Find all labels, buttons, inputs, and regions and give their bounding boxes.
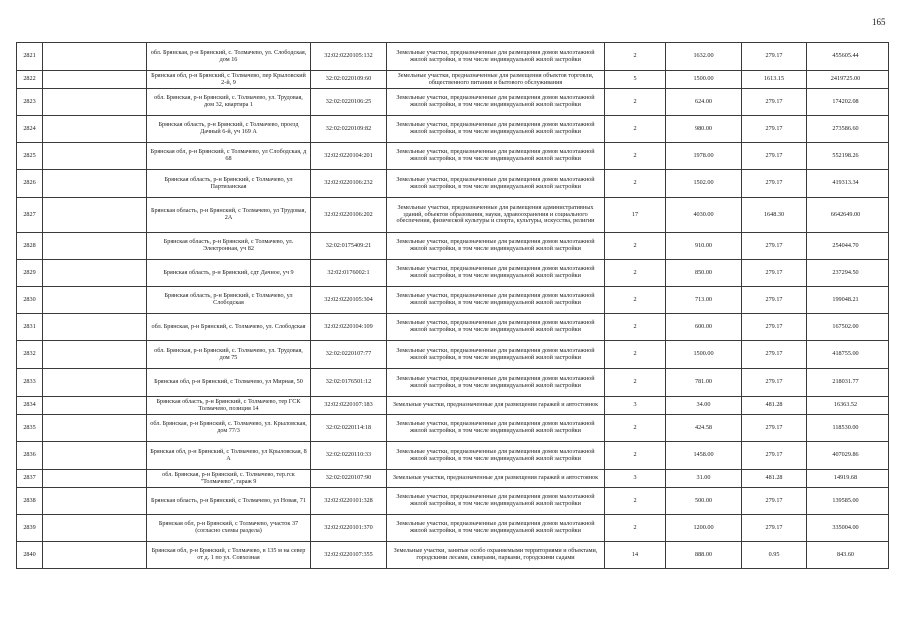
land-use-cell: Земельные участки, предназначенные для размещения домов малоэтажной жилой застройки, в том числе индивидуальной жилой застройки: [387, 442, 605, 470]
specific-value-cell: 279.17: [742, 233, 807, 260]
blank-cell: [43, 116, 147, 143]
address-cell: обл. Брянская, р-н Брянский, с. Толмачево, ул. Трудовая, дом 75: [147, 341, 311, 369]
blank-cell: [43, 170, 147, 198]
cadastral-value-table: [16, 42, 889, 569]
blank-cell: [43, 397, 147, 415]
table-row: [17, 488, 889, 515]
row-number: 2829: [17, 260, 43, 287]
specific-value-cell: 279.17: [742, 442, 807, 470]
cadastral-value-cell: 16363.52: [807, 397, 889, 415]
specific-value-cell: 279.17: [742, 43, 807, 71]
table-row: [17, 341, 889, 369]
land-use-cell: Земельные участки, предназначенные для размещения домов малоэтажной жилой застройки, в том числе индивидуальной жилой застройки: [387, 170, 605, 198]
area-cell: 1200.00: [666, 515, 742, 542]
cadastral-number-cell: 32:02:0220114:18: [311, 415, 387, 442]
row-number: 2830: [17, 287, 43, 314]
cadastral-number-cell: 32:02:0220105:304: [311, 287, 387, 314]
cadastral-number-cell: 32:02:0220109:82: [311, 116, 387, 143]
table-row: [17, 397, 889, 415]
blank-cell: [43, 369, 147, 397]
blank-cell: [43, 89, 147, 116]
table-row: [17, 515, 889, 542]
address-cell: Брянская обл, р-н Брянский, с Толмачево, ул Мирная, 50: [147, 369, 311, 397]
row-number: 2833: [17, 369, 43, 397]
area-cell: 713.00: [666, 287, 742, 314]
table-body: [17, 43, 889, 569]
land-use-cell: Земельные участки, предназначенные для размещения домов малоэтажной жилой застройки, в том числе индивидуальной жилой застройки: [387, 341, 605, 369]
area-cell: 624.00: [666, 89, 742, 116]
address-cell: обл. Брянская, р-н Брянский, с. Толмачево, тер.гск "Толмачево", гараж 9: [147, 470, 311, 488]
cadastral-value-cell: 139585.00: [807, 488, 889, 515]
specific-value-cell: 279.17: [742, 369, 807, 397]
area-cell: 1978.00: [666, 143, 742, 170]
blank-cell: [43, 43, 147, 71]
row-number: 2822: [17, 71, 43, 89]
area-cell: 1500.00: [666, 71, 742, 89]
specific-value-cell: 279.17: [742, 488, 807, 515]
blank-cell: [43, 470, 147, 488]
specific-value-cell: 279.17: [742, 415, 807, 442]
area-cell: 781.00: [666, 369, 742, 397]
land-use-cell: Земельные участки, предназначенные для размещения домов малоэтажной жилой застройки, в том числе индивидуальной жилой застройки: [387, 43, 605, 71]
cadastral-value-cell: 174202.08: [807, 89, 889, 116]
row-number: 2836: [17, 442, 43, 470]
use-code-cell: 2: [605, 415, 666, 442]
land-use-cell: Земельные участки, предназначенные для размещения объектов торговли, общественного питания и бытового обслуживания: [387, 71, 605, 89]
cadastral-number-cell: 32:02:0220106:232: [311, 170, 387, 198]
row-number: 2837: [17, 470, 43, 488]
land-use-cell: Земельные участки, предназначенные для размещения домов малоэтажной жилой застройки, в том числе индивидуальной жилой застройки: [387, 287, 605, 314]
address-cell: обл. Брянская, р-н Брянский, с. Толмачево, ул. Слободская: [147, 314, 311, 341]
area-cell: 34.00: [666, 397, 742, 415]
use-code-cell: 3: [605, 470, 666, 488]
row-number: 2832: [17, 341, 43, 369]
specific-value-cell: 1648.30: [742, 198, 807, 233]
row-number: 2838: [17, 488, 43, 515]
cadastral-value-cell: 6642649.00: [807, 198, 889, 233]
address-cell: обл. Брянская, р-н Брянский, с. Толмачево, ул. Крыловская, дом 77/3: [147, 415, 311, 442]
row-number: 2821: [17, 43, 43, 71]
land-use-cell: Земельные участки, предназначенные для размещения административных зданий, объектов образования, науки, здравоохранения и социального обеспечения, физической культуры и спорта, культуры, искусства, религии: [387, 198, 605, 233]
table-row: [17, 314, 889, 341]
specific-value-cell: 0.95: [742, 542, 807, 569]
use-code-cell: 14: [605, 542, 666, 569]
row-number: 2827: [17, 198, 43, 233]
table-row: [17, 415, 889, 442]
cadastral-number-cell: 32:02:0176501:12: [311, 369, 387, 397]
land-use-cell: Земельные участки, предназначенные для размещения домов малоэтажной жилой застройки, в том числе индивидуальной жилой застройки: [387, 233, 605, 260]
cadastral-number-cell: 32:02:0175409:21: [311, 233, 387, 260]
address-cell: обл. Брянская, р-н Брянский, с. Толмачево, ул. Слободская, дом 16: [147, 43, 311, 71]
use-code-cell: 2: [605, 442, 666, 470]
cadastral-number-cell: 32:02:0220101:370: [311, 515, 387, 542]
land-use-cell: Земельные участки, предназначенные для размещения домов малоэтажной жилой застройки, в том числе индивидуальной жилой застройки: [387, 260, 605, 287]
blank-cell: [43, 198, 147, 233]
table-row: [17, 470, 889, 488]
use-code-cell: 2: [605, 287, 666, 314]
area-cell: 1502.00: [666, 170, 742, 198]
row-number: 2839: [17, 515, 43, 542]
use-code-cell: 2: [605, 369, 666, 397]
cadastral-value-cell: 167502.00: [807, 314, 889, 341]
blank-cell: [43, 515, 147, 542]
row-number: 2826: [17, 170, 43, 198]
table-row: [17, 369, 889, 397]
cadastral-value-cell: 335004.00: [807, 515, 889, 542]
cadastral-value-cell: 419313.34: [807, 170, 889, 198]
specific-value-cell: 279.17: [742, 143, 807, 170]
cadastral-number-cell: 32:02:0220107:355: [311, 542, 387, 569]
use-code-cell: 2: [605, 89, 666, 116]
land-use-cell: Земельные участки, предназначенные для размещения домов малоэтажной жилой застройки, в том числе индивидуальной жилой застройки: [387, 143, 605, 170]
land-use-cell: Земельные участки, предназначенные для размещения гаражей и автостоянок: [387, 470, 605, 488]
specific-value-cell: 279.17: [742, 260, 807, 287]
specific-value-cell: 279.17: [742, 515, 807, 542]
address-cell: Брянская область, р-н Брянский, с Толмачево, ул Трудовая, 2А: [147, 198, 311, 233]
area-cell: 600.00: [666, 314, 742, 341]
use-code-cell: 3: [605, 397, 666, 415]
address-cell: Брянская область, р-н Брянский, сдт Дачное, уч 9: [147, 260, 311, 287]
cadastral-value-cell: 455605.44: [807, 43, 889, 71]
specific-value-cell: 279.17: [742, 89, 807, 116]
table-row: [17, 170, 889, 198]
row-number: 2824: [17, 116, 43, 143]
blank-cell: [43, 71, 147, 89]
table-row: [17, 233, 889, 260]
land-use-cell: Земельные участки, предназначенные для размещения домов малоэтажной жилой застройки, в том числе индивидуальной жилой застройки: [387, 515, 605, 542]
land-use-cell: Земельные участки, предназначенные для размещения домов малоэтажной жилой застройки, в том числе индивидуальной жилой застройки: [387, 488, 605, 515]
cadastral-value-cell: 273586.60: [807, 116, 889, 143]
cadastral-number-cell: 32:02:0220110:33: [311, 442, 387, 470]
row-number: 2823: [17, 89, 43, 116]
use-code-cell: 5: [605, 71, 666, 89]
address-cell: Брянская обл, р-н Брянский, с Толмачево, участок 37 (согласно схемы раздела): [147, 515, 311, 542]
blank-cell: [43, 442, 147, 470]
cadastral-number-cell: 32:02:0220104:109: [311, 314, 387, 341]
land-use-cell: Земельные участки, занятые особо охраняемыми территориями и объектами, городскими лесами, скверами, парками, городскими садами: [387, 542, 605, 569]
cadastral-value-cell: 254044.70: [807, 233, 889, 260]
land-use-cell: Земельные участки, предназначенные для размещения гаражей и автостоянок: [387, 397, 605, 415]
cadastral-value-cell: 14919.68: [807, 470, 889, 488]
cadastral-value-cell: 552198.26: [807, 143, 889, 170]
land-use-cell: Земельные участки, предназначенные для размещения домов малоэтажной жилой застройки, в том числе индивидуальной жилой застройки: [387, 415, 605, 442]
cadastral-number-cell: 32:02:0220106:25: [311, 89, 387, 116]
address-cell: обл. Брянская, р-н Брянский, с. Толмачево, ул. Трудовая, дом 32, квартира 1: [147, 89, 311, 116]
address-cell: Брянская область, р-н Брянский, с Толмачево, ул Партизанская: [147, 170, 311, 198]
cadastral-number-cell: 32:02:0220109:60: [311, 71, 387, 89]
cadastral-number-cell: 32:02:0220104:201: [311, 143, 387, 170]
address-cell: Брянская область, р-н Брянский, с Толмачево, ул Новая, 71: [147, 488, 311, 515]
address-cell: Брянская область, р-н Брянский, с Толмачево, проезд Дачный 6-й, уч 169 А: [147, 116, 311, 143]
land-use-cell: Земельные участки, предназначенные для размещения домов малоэтажной жилой застройки, в том числе индивидуальной жилой застройки: [387, 116, 605, 143]
address-cell: Брянская обл, р-н Брянский, с Толмачево, ул Крыловская, 8 А: [147, 442, 311, 470]
use-code-cell: 2: [605, 143, 666, 170]
land-use-cell: Земельные участки, предназначенные для размещения домов малоэтажной жилой застройки, в том числе индивидуальной жилой застройки: [387, 89, 605, 116]
table-row: [17, 116, 889, 143]
cadastral-value-cell: 418755.00: [807, 341, 889, 369]
table-row: [17, 143, 889, 170]
row-number: 2825: [17, 143, 43, 170]
address-cell: Брянская обл, р-н Брянский, с Толмачево, ул Слободская, д 68: [147, 143, 311, 170]
use-code-cell: 2: [605, 515, 666, 542]
row-number: 2831: [17, 314, 43, 341]
use-code-cell: 2: [605, 116, 666, 143]
row-number: 2840: [17, 542, 43, 569]
row-number: 2828: [17, 233, 43, 260]
page-number: 165: [872, 17, 886, 27]
area-cell: 1458.00: [666, 442, 742, 470]
row-number: 2834: [17, 397, 43, 415]
table-row: [17, 198, 889, 233]
specific-value-cell: 279.17: [742, 116, 807, 143]
blank-cell: [43, 542, 147, 569]
cadastral-number-cell: 32:02:0220107:77: [311, 341, 387, 369]
area-cell: 910.00: [666, 233, 742, 260]
area-cell: 980.00: [666, 116, 742, 143]
table-row: [17, 260, 889, 287]
row-number: 2835: [17, 415, 43, 442]
blank-cell: [43, 314, 147, 341]
specific-value-cell: 1613.15: [742, 71, 807, 89]
blank-cell: [43, 415, 147, 442]
use-code-cell: 2: [605, 233, 666, 260]
cadastral-value-cell: 2419725.00: [807, 71, 889, 89]
blank-cell: [43, 341, 147, 369]
table-row: [17, 442, 889, 470]
specific-value-cell: 279.17: [742, 341, 807, 369]
area-cell: 4030.00: [666, 198, 742, 233]
table-row: [17, 43, 889, 71]
blank-cell: [43, 287, 147, 314]
cadastral-number-cell: 32:02:0220107:90: [311, 470, 387, 488]
use-code-cell: 2: [605, 488, 666, 515]
area-cell: 1500.00: [666, 341, 742, 369]
address-cell: Брянская область, р-н Брянский, с Толмачево, ул Слободская: [147, 287, 311, 314]
area-cell: 424.58: [666, 415, 742, 442]
specific-value-cell: 279.17: [742, 314, 807, 341]
cadastral-value-cell: 218031.77: [807, 369, 889, 397]
area-cell: 888.00: [666, 542, 742, 569]
cadastral-number-cell: 32:02:0220106:202: [311, 198, 387, 233]
area-cell: 500.00: [666, 488, 742, 515]
blank-cell: [43, 143, 147, 170]
cadastral-number-cell: 32:02:0220107:183: [311, 397, 387, 415]
cadastral-value-cell: 843.60: [807, 542, 889, 569]
table-row: [17, 71, 889, 89]
area-cell: 850.00: [666, 260, 742, 287]
blank-cell: [43, 488, 147, 515]
address-cell: Брянская область, р-н Брянский, с Толмачево, тер ГСК Толмачево, позиция 14: [147, 397, 311, 415]
use-code-cell: 2: [605, 341, 666, 369]
land-use-cell: Земельные участки, предназначенные для размещения домов малоэтажной жилой застройки, в том числе индивидуальной жилой застройки: [387, 369, 605, 397]
specific-value-cell: 481.28: [742, 470, 807, 488]
area-cell: 31.00: [666, 470, 742, 488]
use-code-cell: 17: [605, 198, 666, 233]
table-row: [17, 542, 889, 569]
cadastral-value-cell: 407029.86: [807, 442, 889, 470]
address-cell: Брянская обл, р-н Брянский, с Толмачево, в 135 м на север от д. 1 по ул. Совхозная: [147, 542, 311, 569]
cadastral-number-cell: 32:02:0220101:328: [311, 488, 387, 515]
blank-cell: [43, 260, 147, 287]
use-code-cell: 2: [605, 43, 666, 71]
cadastral-number-cell: 32:02:0220105:132: [311, 43, 387, 71]
address-cell: Брянская обл, р-н Брянский, с Толмачево, пер Крыловский 2-й, 9: [147, 71, 311, 89]
table-row: [17, 89, 889, 116]
specific-value-cell: 279.17: [742, 287, 807, 314]
cadastral-value-cell: 199048.21: [807, 287, 889, 314]
use-code-cell: 2: [605, 170, 666, 198]
blank-cell: [43, 233, 147, 260]
specific-value-cell: 279.17: [742, 170, 807, 198]
use-code-cell: 2: [605, 260, 666, 287]
land-use-cell: Земельные участки, предназначенные для размещения домов малоэтажной жилой застройки, в том числе индивидуальной жилой застройки: [387, 314, 605, 341]
table-row: [17, 287, 889, 314]
cadastral-number-cell: 32:02:0176002:1: [311, 260, 387, 287]
use-code-cell: 2: [605, 314, 666, 341]
specific-value-cell: 481.28: [742, 397, 807, 415]
cadastral-value-cell: 237294.50: [807, 260, 889, 287]
area-cell: 1632.00: [666, 43, 742, 71]
cadastral-value-cell: 118530.00: [807, 415, 889, 442]
address-cell: Брянская область, р-н Брянский, с Толмачево, ул. Электронная, уч 82: [147, 233, 311, 260]
